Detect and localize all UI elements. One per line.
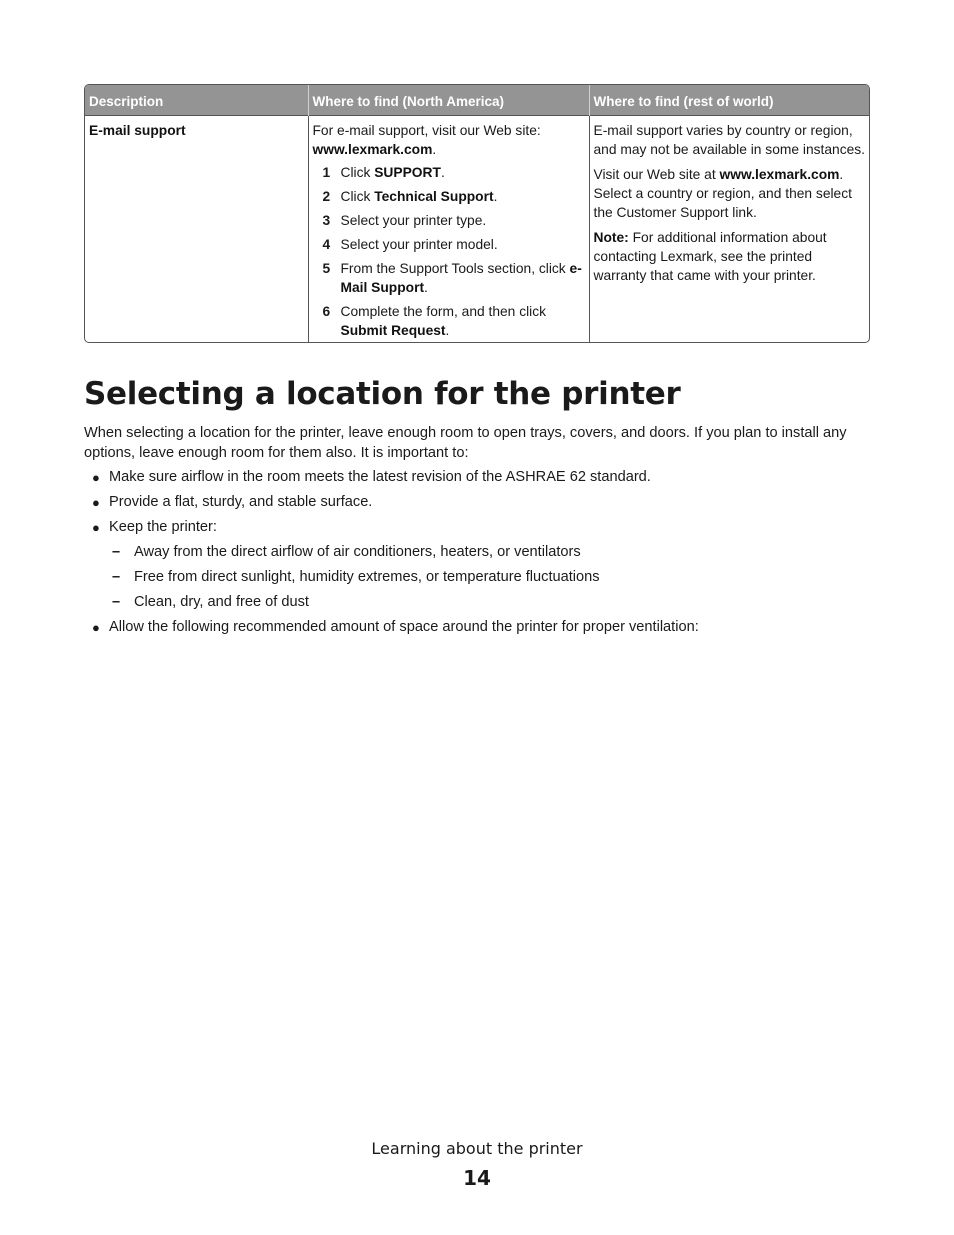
header-rest-of-world: Where to find (rest of world): [589, 85, 870, 115]
na-steps-list: [313, 163, 585, 340]
list-item: ● Make sure airflow in the room meets the latest revision of the ASHRAE 62 standard.: [92, 469, 651, 485]
list-item: ● Keep the printer: – Away from the direct airflow of air conditioners, heaters, or ventilators – Free from direct sunlight, humidity extremes, or temperature fluctuations – Clean, dry, and free of dust: [84, 518, 874, 612]
list-item: ● Allow the following recommended amount of space around the printer for proper ventilation:: [92, 619, 699, 635]
row-note: Note: For additional information about contacting Lexmark, see the printed warranty that came with your printer.: [593, 229, 827, 283]
section-title: Selecting a location for the printer: [84, 376, 681, 412]
bullet-list: [84, 468, 874, 643]
list-item: 3 Select your printer type.: [322, 212, 487, 228]
list-item: – Away from the direct airflow of air conditioners, heaters, or ventilators: [112, 544, 581, 560]
list-item: 5 From the Support Tools section, click e-Mail Support.: [322, 260, 582, 295]
cell-rest-of-world: [589, 115, 870, 343]
sub-bullet-list: [109, 543, 874, 612]
row-url-link[interactable]: www.lexmark.com: [719, 166, 840, 182]
list-item: 2 Click Technical Support.: [322, 188, 498, 204]
na-url-link[interactable]: www.lexmark.com: [312, 141, 433, 157]
row-description: E-mail support: [89, 122, 186, 138]
support-table: [84, 84, 870, 343]
row-text-2: Visit our Web site at www.lexmark.com. Select a country or region, and then select the Customer Support link.: [593, 166, 852, 220]
list-item: – Free from direct sunlight, humidity extremes, or temperature fluctuations: [112, 569, 600, 585]
footer-page-number: 14: [463, 1166, 491, 1190]
cell-north-america: For e-mail support, visit our Web site: www.lexmark.com. 1 Click SUPPORT. 2 Click Technical Support. 3 Select your printer type. 4 Select your printer model. 5 From the Support Tools section, click e-Mail Support. 6 Complete the form, and then click Submit Request.: [308, 115, 589, 343]
table-row: [85, 115, 870, 343]
list-item: 1 Click SUPPORT.: [322, 164, 445, 180]
na-intro-text: For e-mail support, visit our Web site:: [312, 122, 541, 138]
header-north-america: Where to find (North America): [308, 85, 589, 115]
footer-chapter: Learning about the printer: [371, 1139, 583, 1158]
intro-paragraph: When selecting a location for the printer, leave enough room to open trays, covers, and doors. If you plan to install any options, leave enough room for them also. It is important to:: [84, 425, 847, 461]
list-item: 4 Select your printer model.: [322, 236, 498, 252]
list-item: 6 Complete the form, and then click Submit Request.: [322, 303, 547, 338]
cell-description: [85, 115, 308, 343]
list-item: – Clean, dry, and free of dust: [112, 594, 309, 610]
list-item: ● Provide a flat, sturdy, and stable surface.: [92, 494, 373, 510]
header-description: Description: [85, 85, 308, 115]
table-header-row: [85, 85, 870, 115]
row-text-1: E-mail support varies by country or region, and may not be available in some instances.: [593, 122, 865, 157]
